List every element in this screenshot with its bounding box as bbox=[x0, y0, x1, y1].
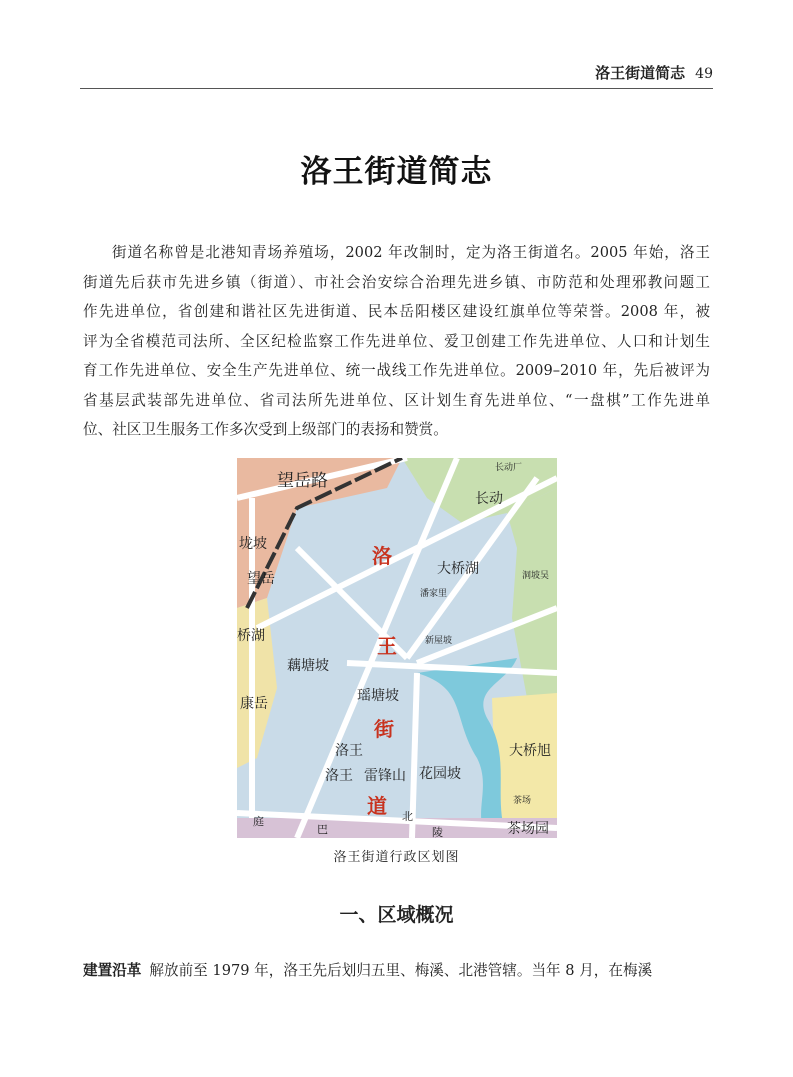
page-number: 49 bbox=[695, 66, 713, 82]
map-district-label: 街 bbox=[374, 717, 394, 741]
text-line: 位、社区卫生服务工作多次受到上级部门的表扬和赞赏。 bbox=[83, 421, 448, 438]
map-label: 桥湖 bbox=[237, 628, 265, 644]
map-label: 洛王 bbox=[335, 743, 363, 759]
map-label: 垅坡 bbox=[239, 536, 267, 552]
section-paragraph bbox=[83, 956, 710, 985]
map-label: 长动 bbox=[475, 491, 503, 507]
map-caption: 洛王街道行政区划图 bbox=[333, 850, 460, 865]
text-line: 街道名称曾是北港知青场养殖场，2002 年改制时，定为洛王街道名。2005 年始，洛王 bbox=[112, 244, 710, 261]
intro-paragraph bbox=[83, 238, 710, 445]
map-district-label: 王 bbox=[377, 634, 397, 658]
text-line: 省基层武装部先进单位、省司法所先进单位、区计划生育先进单位、“一盘棋”工作先进单 bbox=[83, 391, 710, 409]
map-district-label: 洛 bbox=[372, 544, 392, 568]
map-district-label: 道 bbox=[367, 794, 387, 818]
map-label: 新屋坡 bbox=[425, 636, 453, 646]
section-text: 解放前至 1979 年，洛王先后划归五里、梅溪、北港管辖。当年 8 月，在梅溪 bbox=[149, 962, 653, 979]
header-title: 洛王街道简志 bbox=[595, 64, 686, 82]
text-line: 评为全省模范司法所、全区纪检监察工作先进单位、爱卫创建工作先进单位、人口和计划生 bbox=[83, 332, 710, 350]
text-line: 街道先后获市先进乡镇（街道）、市社会治安综合治理先进乡镇、市防范和处理邪教问题工 bbox=[83, 273, 710, 291]
map-label: 花园坡 bbox=[419, 766, 461, 782]
map-label: 巴 bbox=[317, 823, 328, 836]
map-label: 洛王 bbox=[325, 768, 353, 784]
map-label: 洞坡吴 bbox=[522, 571, 550, 581]
map-label: 瑶塘坡 bbox=[357, 688, 399, 704]
text-line: 育工作先进单位、安全生产先进单位、统一战线工作先进单位。2009–2010 年，先后被评为 bbox=[83, 362, 710, 379]
map-label: 望岳 bbox=[247, 571, 275, 587]
section-heading: 一、区域概况 bbox=[339, 904, 454, 926]
running-header bbox=[80, 62, 713, 89]
map-label: 茶场园 bbox=[507, 821, 549, 837]
section-term: 建置沿革 bbox=[83, 962, 142, 979]
text-line: 作先进单位，省创建和谐社区先进街道、民本岳阳楼区建设红旗单位等荣誉。2008 年，被 bbox=[83, 303, 710, 320]
map-label: 北 bbox=[402, 810, 413, 823]
district-map bbox=[237, 458, 557, 838]
map-label: 藕塘坡 bbox=[287, 658, 329, 674]
map-label: 大桥湖 bbox=[437, 561, 479, 577]
map-label: 庭 bbox=[253, 815, 264, 828]
map-label: 大桥旭 bbox=[509, 743, 551, 759]
map-label: 雷锋山 bbox=[364, 768, 406, 784]
map-label: 茶场 bbox=[513, 796, 532, 806]
page-title: 洛王街道简志 bbox=[300, 154, 493, 190]
map-label: 康岳 bbox=[240, 696, 268, 712]
map-label: 潘家里 bbox=[420, 589, 448, 599]
map-label: 陵 bbox=[432, 826, 443, 838]
map-label: 长动厂 bbox=[495, 463, 523, 473]
map-label: 望岳路 bbox=[277, 471, 328, 491]
